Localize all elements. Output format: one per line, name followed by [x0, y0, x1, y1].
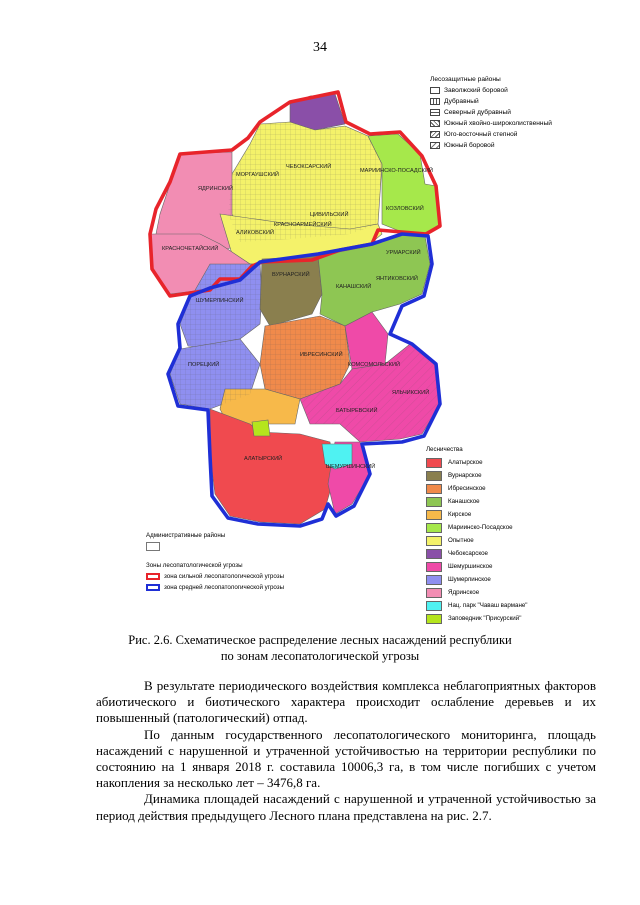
legend-forestry-item: Ибресинское — [426, 482, 528, 495]
legend-forestry-item: Вурнарское — [426, 469, 528, 482]
legend-forestry-item: Ядринское — [426, 586, 528, 599]
label-yalchiksky: ЯЛЬЧИКСКИЙ — [392, 390, 430, 396]
legend-top-title: Лесозащитные районы — [430, 76, 501, 83]
label-yadrinsky: ЯДРИНСКИЙ — [198, 186, 233, 192]
legend-forestry-item: Канашское — [426, 495, 528, 508]
figure-map — [140, 64, 600, 624]
label-komsomolsky: КОМСОМОЛЬСКИЙ — [348, 362, 400, 368]
label-shumerlinsky: ШУМЕРЛИНСКИЙ — [196, 298, 244, 304]
label-vurnarsky: ВУРНАРСКИЙ — [272, 272, 310, 278]
legend-right-title: Лесничества — [426, 446, 463, 453]
legend-forestry-item: Чебоксарское — [426, 547, 528, 560]
legend-admin-title: Административные районы — [146, 532, 226, 539]
body-text — [96, 678, 596, 824]
paragraph: В результате периодического воздействия комплекса неблагоприятных факторов абиотического и биотического характера происходит ослабление деревьев и их повышенный (патологический) отпад. — [96, 678, 596, 726]
label-mariinsko: МАРИИНСКО-ПОСАДСКИЙ — [360, 168, 433, 174]
label-krasnochet: КРАСНОЧЕТАЙСКИЙ — [162, 246, 219, 252]
legend-top-item: Северный дубравный — [430, 107, 552, 118]
label-batyrevsky: БАТЫРЕВСКИЙ — [336, 408, 378, 414]
paragraph: Динамика площадей насаждений с нарушенной и утраченной устойчивостью за период действия предыдущего Лесного плана представлена на рис. 2.7. — [96, 791, 596, 823]
legend-forestries — [426, 446, 528, 625]
legend-forestry-item: Опытное — [426, 534, 528, 547]
region-prisursky — [252, 420, 270, 436]
label-morgaushsky: МОРГАУШСКИЙ — [236, 172, 279, 178]
map-regions — [150, 94, 440, 524]
legend-top-item: Южный боровой — [430, 140, 552, 151]
caption-line-2: по зонам лесопатологической угрозы — [220, 649, 420, 663]
label-kozlovsky: КОЗЛОВСКИЙ — [386, 206, 424, 212]
paragraph: По данным государственного лесопатологического мониторинга, площадь насаждений с нарушенной и утраченной устойчивостью на территории республики по состоянию на 1 января 2018 г. составила 10006,3 га, в том числе погибших с учетом накопления за несколько лет – 3476,8 га. — [96, 726, 596, 791]
legend-zone-medium: зона средней лесопатологической угрозы — [146, 582, 284, 593]
legend-forestry-item: Кирское — [426, 508, 528, 521]
region-vurnarskoe — [260, 256, 322, 326]
page-number: 34 — [313, 40, 327, 55]
legend-forestry-item: Шумерлинское — [426, 573, 528, 586]
label-kanashsky: КАНАШСКИЙ — [336, 284, 372, 290]
label-cheboksarsky: ЧЕБОКСАРСКИЙ — [286, 164, 332, 170]
legend-admin-item — [146, 541, 284, 552]
label-yantikovsky: ЯНТИКОВСКИЙ — [376, 276, 418, 282]
legend-top-item: Южный хвойно-широколиственный — [430, 118, 552, 129]
label-shemurshinsky: ШЕМУРШИНСКИЙ — [326, 464, 376, 470]
legend-forest-protection — [430, 76, 552, 151]
legend-zones — [146, 530, 284, 593]
label-krasnoarm: КРАСНОАРМЕЙСКИЙ — [274, 222, 332, 228]
label-poretsky: ПОРЕЦКИЙ — [188, 362, 220, 368]
figure-caption — [0, 632, 640, 664]
label-alatyrsky: АЛАТЫРСКИЙ — [244, 456, 283, 462]
legend-zones-title: Зоны лесопатологической угрозы — [146, 562, 243, 569]
label-urmarsky: УРМАРСКИЙ — [386, 250, 421, 256]
region-alatyrskoe — [210, 409, 335, 524]
label-ibresinsky: ИБРЕСИНСКИЙ — [300, 352, 343, 358]
legend-top-item: Юго-восточный степной — [430, 129, 552, 140]
label-tsivilsky: ЦИВИЛЬСКИЙ — [310, 212, 349, 218]
legend-forestry-item: Заповедник "Присурский" — [426, 612, 528, 625]
legend-top-item: Заволжский боровой — [430, 85, 552, 96]
legend-forestry-item: Мариинско-Посадское — [426, 521, 528, 534]
caption-line-1: Рис. 2.6. Схематическое распределение лесных насаждений республики — [128, 633, 512, 647]
legend-forestry-item: Шемуршинское — [426, 560, 528, 573]
legend-top-item: Дубравный — [430, 96, 552, 107]
label-alikovsky: АЛИКОВСКИЙ — [236, 230, 274, 236]
legend-forestry-item: Алатырское — [426, 456, 528, 469]
legend-zone-strong: зона сильной лесопатологической угрозы — [146, 571, 284, 582]
legend-forestry-item: Нац. парк "Чаваш вармане" — [426, 599, 528, 612]
